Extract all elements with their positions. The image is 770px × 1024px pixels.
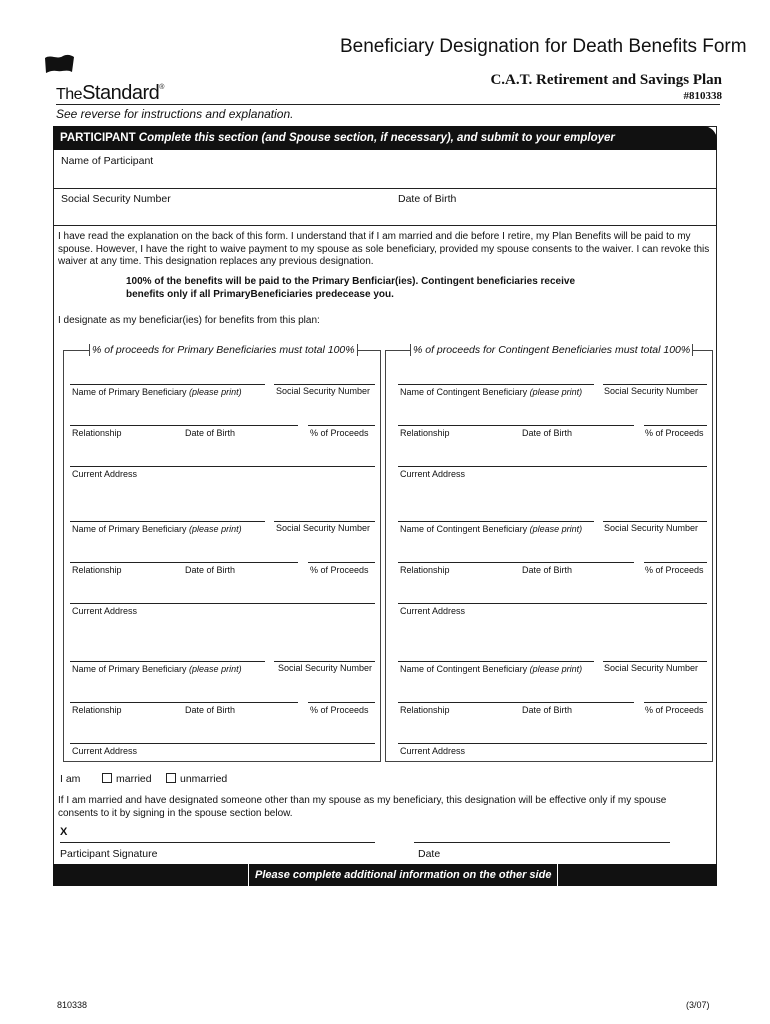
primary-1-name-field[interactable] <box>70 368 375 383</box>
participant-section-header: PARTICIPANT Complete this section (and Spouse section, if necessary), and submit to your employer <box>53 126 717 150</box>
divider <box>53 225 717 226</box>
primary-3-dob-label: Date of Birth <box>185 705 236 715</box>
primary-1-relationship-label: Relationship <box>72 428 122 438</box>
primary-2-address-label: Current Address <box>72 606 138 616</box>
standard-flag-logo-icon <box>43 52 75 74</box>
participant-ssn-field[interactable] <box>53 206 383 224</box>
primary-2-proceeds-label: % of Proceeds <box>310 565 369 575</box>
bold-note-line-2: benefits only if all PrimaryBeneficiaries predecease you. <box>126 289 394 300</box>
bottom-notice-text: Please complete additional information on the other side <box>248 864 558 886</box>
participant-dob-label: Date of Birth <box>398 193 457 205</box>
contingent-1-name-field[interactable] <box>398 368 707 383</box>
primary-3-proceeds-label: % of Proceeds <box>310 705 369 715</box>
contingent-2-name-label: Name of Contingent Beneficiary (please print) <box>400 524 583 534</box>
unmarried-checkbox[interactable] <box>166 773 176 783</box>
see-reverse-note: See reverse for instructions and explanation. <box>56 107 294 121</box>
primary-1-dob-label: Date of Birth <box>185 428 236 438</box>
contingent-2-name-field[interactable] <box>398 505 707 520</box>
designate-paragraph: I designate as my beneficiar(ies) for benefits from this plan: <box>58 315 320 326</box>
contingent-3-address-field[interactable] <box>398 727 707 742</box>
form-title: Beneficiary Designation for Death Benefits Form <box>340 36 747 57</box>
primary-3-ssn-label: Social Security Number <box>278 663 373 673</box>
primary-2-address-field[interactable] <box>70 587 375 602</box>
contingent-3-name-label: Name of Contingent Beneficiary (please print) <box>400 664 583 674</box>
footer-revision: (3/07) <box>686 1000 710 1010</box>
plan-number: #810338 <box>683 90 722 102</box>
participant-signature-label: Participant Signature <box>60 848 158 860</box>
primary-1-address-label: Current Address <box>72 469 138 479</box>
primary-2-dob-label: Date of Birth <box>185 565 236 575</box>
signature-x-mark: X <box>60 826 68 838</box>
primary-3-relationship-field[interactable] <box>70 686 375 701</box>
contingent-2-dob-label: Date of Birth <box>522 565 573 575</box>
contingent-3-relationship-label: Relationship <box>400 705 450 715</box>
participant-dob-field[interactable] <box>390 206 717 224</box>
primary-2-name-field[interactable] <box>70 505 375 520</box>
signature-date-label: Date <box>418 848 441 860</box>
contingent-1-proceeds-label: % of Proceeds <box>645 428 704 438</box>
contingent-1-dob-label: Date of Birth <box>522 428 573 438</box>
contingent-1-address-field[interactable] <box>398 450 707 465</box>
primary-1-proceeds-label: % of Proceeds <box>310 428 369 438</box>
primary-2-relationship-label: Relationship <box>72 565 122 575</box>
contingent-3-name-field[interactable] <box>398 645 707 660</box>
contingent-2-relationship-field[interactable] <box>398 546 707 561</box>
unmarried-option[interactable]: unmarried <box>166 773 227 785</box>
married-checkbox[interactable] <box>102 773 112 783</box>
plan-name: C.A.T. Retirement and Savings Plan <box>490 72 722 88</box>
footer-form-number: 810338 <box>57 1000 88 1010</box>
participant-name-field[interactable] <box>53 170 717 188</box>
explanation-paragraph: I have read the explanation on the back of this form. I understand that if I am married and die before I retire, my Plan Benefits will be paid to my spouse. However, I have the right to waive payment to my spouse as sole beneficiary, provided my spouse consents to the waiver. I can revoke this waiver at any time. This designation replaces any previous designation. <box>58 231 710 267</box>
primary-2-ssn-label: Social Security Number <box>276 523 371 533</box>
primary-1-ssn-label: Social Security Number <box>276 386 371 396</box>
contingent-1-relationship-label: Relationship <box>400 428 450 438</box>
primary-3-address-field[interactable] <box>70 727 375 742</box>
primary-3-name-label: Name of Primary Beneficiary (please print) <box>72 664 242 674</box>
contingent-3-dob-label: Date of Birth <box>522 705 573 715</box>
header-divider <box>56 104 720 105</box>
primary-1-address-field[interactable] <box>70 450 375 465</box>
i-am-label: I am <box>60 773 81 785</box>
bold-note-line-1: 100% of the benefits will be paid to the Primary Benficiar(ies). Contingent beneficiaries receive <box>126 276 576 287</box>
divider <box>53 188 717 189</box>
signature-date-field[interactable] <box>414 826 670 842</box>
contingent-2-address-field[interactable] <box>398 587 707 602</box>
participant-signature-field[interactable] <box>60 826 375 842</box>
primary-2-name-label: Name of Primary Beneficiary (please print) <box>72 524 242 534</box>
primary-1-name-label: Name of Primary Beneficiary (please print) <box>72 387 242 397</box>
primary-2-relationship-field[interactable] <box>70 546 375 561</box>
participant-name-label: Name of Participant <box>61 155 154 167</box>
contingent-3-address-label: Current Address <box>400 746 466 756</box>
primary-3-address-label: Current Address <box>72 746 138 756</box>
married-option[interactable]: married <box>102 773 152 785</box>
primary-group-title: % of proceeds for Primary Beneficiaries must total 100% <box>89 344 358 356</box>
contingent-2-ssn-label: Social Security Number <box>604 523 699 533</box>
contingent-1-relationship-field[interactable] <box>398 409 707 424</box>
contingent-2-address-label: Current Address <box>400 606 466 616</box>
contingent-1-name-label: Name of Contingent Beneficiary (please print) <box>400 387 583 397</box>
contingent-2-relationship-label: Relationship <box>400 565 450 575</box>
contingent-1-address-label: Current Address <box>400 469 466 479</box>
contingent-3-ssn-label: Social Security Number <box>604 663 699 673</box>
contingent-3-proceeds-label: % of Proceeds <box>645 705 704 715</box>
contingent-1-ssn-label: Social Security Number <box>604 386 699 396</box>
contingent-group-title: % of proceeds for Contingent Beneficiaries must total 100% <box>410 344 693 356</box>
primary-3-relationship-label: Relationship <box>72 705 122 715</box>
spouse-consent-note: If I am married and have designated someone other than my spouse as my beneficiary, this designation will be effective only if my spouse consents to it by signing in the spouse section below. <box>58 795 667 819</box>
standard-logo: TheStandard® <box>56 82 164 104</box>
primary-3-name-field[interactable] <box>70 645 375 660</box>
participant-ssn-label: Social Security Number <box>61 193 171 205</box>
contingent-3-relationship-field[interactable] <box>398 686 707 701</box>
contingent-2-proceeds-label: % of Proceeds <box>645 565 704 575</box>
primary-1-relationship-field[interactable] <box>70 409 375 424</box>
